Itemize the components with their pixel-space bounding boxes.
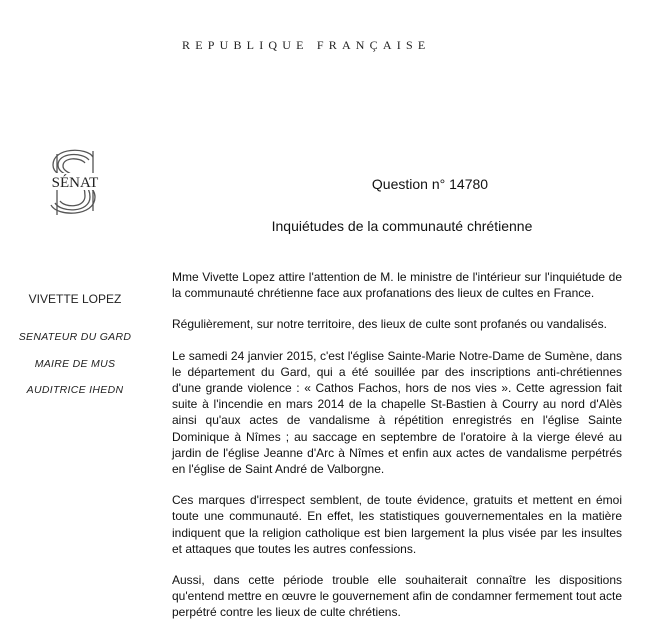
question-body [172, 269, 622, 636]
logo-text: SÉNAT [51, 175, 99, 191]
senator-role-2: MAIRE DE MUS [34, 357, 116, 370]
paragraph-statistics: Ces marques d'irrespect semblent, de toute évidence, gratuits et mettent en émoi toute une communauté. En effet, les statistiques gouvernementales en la matière indiquent que la religion catholique est bien largement la plus visée par les insultes et attaques que toutes les autres confessions. [172, 493, 622, 556]
senator-role-1: SENATEUR DU GARD [18, 331, 132, 343]
paragraph-request: Aussi, dans cette période trouble elle souhaiterait connaître les dispositions qu'entend mettre en œuvre le gouvernement afin de condamner fermement tout acte perpétré contre les lieux de culte chrétiens. [172, 573, 622, 620]
senator-sidebar [0, 292, 150, 411]
paragraph-events: Le samedi 24 janvier 2015, c'est l'église Sainte-Marie Notre-Dame de Sumène, dans le département du Gard, qui a été souillée par des inscriptions anti-chrétiennes d'une grande violence : « Cathos Fachos, hors de nos vies ». Cette agression fait suite à l'incendie en mars 2014 de la chapelle St-Bastien à Courry au nord d'Alès ainsi qu'aux actes de vandalisme à répétition enregistrés en l'église Sainte Dominique à Nîmes ; au saccage en septembre de l'oratoire à la vierge élevé au jardin de l'église Jeanne d'Arc à Nîmes et enfin aux actes de vandalisme perpétrés en l'église de Saint André de Valborgne. [172, 348, 622, 477]
senator-role-3: AUDITRICE IHEDN [26, 384, 124, 396]
paragraph-context: Régulièrement, sur notre territoire, des lieux de culte sont profanés ou vandalisés. [172, 317, 607, 332]
republique-francaise-header: REPUBLIQUE FRANÇAISE [182, 38, 431, 52]
question-number: Question n° 14780 [371, 176, 489, 192]
question-title: Inquiétudes de la communauté chrétienne [271, 218, 533, 234]
senator-name: VIVETTE LOPEZ [28, 292, 122, 306]
senat-logo [37, 143, 113, 221]
paragraph-intro: Mme Vivette Lopez attire l'attention de M. le ministre de l'intérieur sur l'inquiétude de la communauté chrétienne face aux profanations des lieux de cultes en France. [172, 270, 622, 301]
